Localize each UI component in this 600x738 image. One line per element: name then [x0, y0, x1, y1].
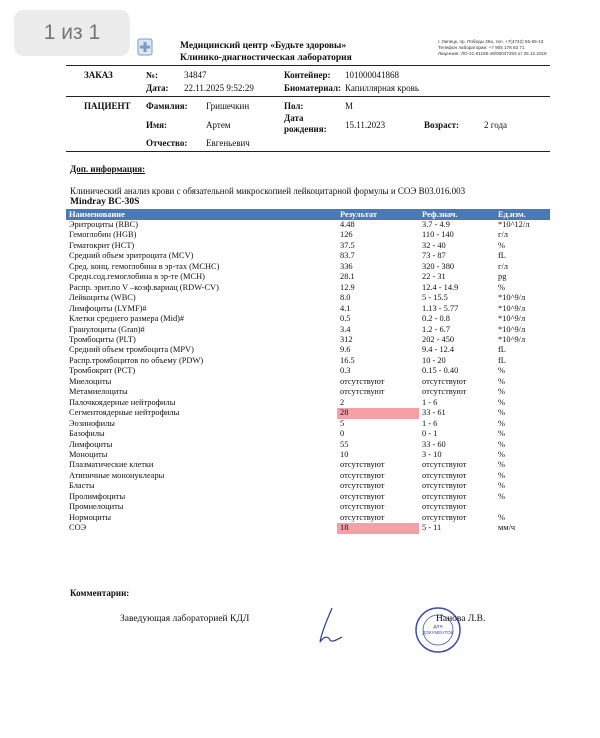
result-row [66, 460, 550, 470]
test-result: 83.7 [340, 251, 355, 261]
test-name: Моноциты [69, 449, 108, 459]
result-row [66, 220, 550, 230]
patient-label: ПАЦИЕНТ [84, 101, 131, 111]
test-unit: % [498, 481, 505, 491]
result-row [66, 304, 550, 314]
result-row [66, 450, 550, 460]
test-name: Атипичные мононуклеары [69, 470, 165, 480]
test-result: 28 [337, 408, 419, 418]
handwritten-signature [312, 606, 348, 646]
test-name: Метамиелоциты [69, 387, 128, 397]
test-result: отсутствуют [340, 481, 385, 491]
birthdate-label [284, 113, 327, 135]
test-reference: 9.4 - 12.4 [422, 345, 455, 355]
test-unit: мм/ч [498, 523, 516, 533]
test-unit: fL [498, 345, 506, 355]
test-result: 18 [337, 523, 419, 533]
test-unit: % [498, 376, 505, 386]
test-name: Бласты [69, 481, 95, 491]
result-row [66, 314, 550, 324]
test-reference: 202 - 450 [422, 334, 455, 344]
result-row [66, 230, 550, 240]
test-name: Тромбокрит (PCT) [69, 366, 136, 376]
contact-line-3: Лицензия: ЛО-41-01195-48/00047293 от 25.12.2019 [438, 51, 547, 56]
test-reference: 33 - 60 [422, 439, 446, 449]
test-reference: 0.15 - 0.40 [422, 366, 459, 376]
test-unit: *10^9/л [498, 334, 526, 344]
org-contacts [438, 39, 547, 57]
contact-line-2: Телефон лаборатории: +7 905 178 83 71 [438, 45, 525, 50]
svg-text:ДОКУМЕНТОВ: ДОКУМЕНТОВ [422, 630, 454, 635]
test-reference: 73 - 87 [422, 251, 446, 261]
test-unit: pg [498, 272, 507, 282]
lastname-label: Фамилия: [146, 101, 188, 111]
test-reference: 320 - 380 [422, 261, 455, 271]
result-row [66, 241, 550, 251]
test-unit: % [498, 408, 505, 418]
test-name: Гранулоциты (Gran)# [69, 324, 145, 334]
result-row [66, 398, 550, 408]
result-row [66, 523, 550, 533]
patient-firstname: Артем [206, 120, 231, 130]
biomaterial-value: Капиллярная кровь [345, 83, 419, 93]
test-unit: % [498, 282, 505, 292]
test-name: Средний объем тромбоцита (MPV) [69, 345, 194, 355]
analysis-name: Клинический анализ крови с обязательной микроскопией лейкоцитарной формулы и СОЭ B03.016.003 [70, 186, 466, 196]
test-name: Плазматические клетки [69, 460, 154, 470]
order-number: 34847 [184, 70, 207, 80]
test-result: 55 [340, 439, 349, 449]
test-result: отсутствуют [340, 460, 385, 470]
test-result: 5 [340, 418, 345, 428]
test-result: 8.0 [340, 293, 351, 303]
org-line-1: Медицинский центр «Будьте здоровы» [180, 41, 347, 51]
container-label: Контейнер: [284, 70, 331, 80]
test-result: 16.5 [340, 355, 355, 365]
test-result: 10 [340, 449, 349, 459]
test-unit: *10^9/л [498, 324, 526, 334]
test-name: СОЭ [69, 523, 87, 533]
col-header-result: Результат [337, 209, 419, 220]
result-row [66, 251, 550, 261]
test-name: Лейкоциты (WBC) [69, 293, 136, 303]
test-name: Клетки среднего размера (Mid)# [69, 314, 185, 324]
firstname-label: Имя: [146, 120, 167, 130]
test-unit: % [498, 418, 505, 428]
result-row [66, 513, 550, 523]
results-table [66, 209, 550, 534]
test-unit: % [498, 491, 505, 501]
order-label: ЗАКАЗ [84, 70, 113, 80]
test-result: 9.6 [340, 345, 351, 355]
test-result: 126 [340, 230, 353, 240]
biomaterial-label: Биоматериал: [284, 83, 342, 93]
test-unit: % [498, 240, 505, 250]
test-name: Средний объем эритроцита (MCV) [69, 251, 194, 261]
org-line-2: Клинико-диагностическая лаборатория [180, 53, 352, 63]
test-name: Эозинофилы [69, 418, 115, 428]
result-row [66, 366, 550, 376]
patient-patronymic: Евгеньевич [206, 138, 250, 148]
test-result: 12.9 [340, 282, 355, 292]
test-unit: *10^12/л [498, 220, 530, 229]
test-name: Распр. эрит.по V –коэф.вариац (RDW-CV) [69, 282, 219, 292]
test-result: отсутствуют [340, 512, 385, 522]
test-reference: 1.2 - 6.7 [422, 324, 450, 334]
col-header-ref: Реф.знач. [419, 209, 495, 220]
results-header-row [66, 209, 550, 220]
test-reference: отсутствуют [422, 470, 467, 480]
order-date: 22.11.2025 9:52:29 [184, 83, 254, 93]
test-name: Промиелоциты [69, 502, 124, 512]
test-unit: % [498, 387, 505, 397]
test-unit: % [498, 439, 505, 449]
test-reference: 5 - 11 [422, 523, 442, 533]
test-name: Распр.тромбоцитов по объему (PDW) [69, 355, 204, 365]
result-row [66, 283, 550, 293]
test-reference: 12.4 - 14.9 [422, 282, 459, 292]
test-reference: 10 - 20 [422, 355, 446, 365]
result-row [66, 335, 550, 345]
test-reference: 110 - 140 [422, 230, 454, 240]
result-row [66, 293, 550, 303]
test-unit: % [498, 397, 505, 407]
result-row [66, 325, 550, 335]
signatory-position: Заведующая лабораторией КДЛ [120, 614, 250, 624]
test-result: отсутствуют [340, 387, 385, 397]
test-unit: % [498, 470, 505, 480]
result-row [66, 272, 550, 282]
test-unit: % [498, 429, 505, 439]
patronymic-label: Отчество: [146, 138, 188, 148]
test-name: Базофилы [69, 429, 105, 439]
test-reference: отсутствуют [422, 491, 467, 501]
sex-label: Пол: [284, 101, 304, 111]
test-result: отсутствуют [340, 376, 385, 386]
test-result: 2 [340, 397, 345, 407]
col-header-name: Наименование [66, 209, 337, 220]
result-row [66, 387, 550, 397]
test-unit: % [498, 512, 505, 522]
test-result: 37.5 [340, 240, 355, 250]
result-row [66, 471, 550, 481]
test-result: 4.48 [340, 220, 355, 229]
result-row [66, 492, 550, 502]
test-unit: г/л [498, 261, 508, 271]
test-name: Миелоциты [69, 376, 112, 386]
patient-age: 2 года [484, 120, 508, 130]
test-reference: отсутствуют [422, 460, 467, 470]
result-row [66, 419, 550, 429]
birthdate-label-line-2: рождения: [284, 124, 327, 134]
order-date-label: Дата: [146, 83, 169, 93]
patient-birthdate: 15.11.2023 [345, 120, 386, 130]
test-reference: 1.13 - 5.77 [422, 303, 459, 313]
test-reference: 32 - 40 [422, 240, 446, 250]
test-name: Лимфоциты [69, 439, 113, 449]
test-unit [495, 502, 550, 512]
test-name: Тромбоциты (PLT) [69, 334, 136, 344]
test-unit: % [498, 366, 505, 376]
test-name: Средн.сод.гемоглобина в эр-те (MCH) [69, 272, 205, 282]
test-result: 3.4 [340, 324, 351, 334]
test-unit: г/л [498, 230, 508, 240]
result-row [66, 429, 550, 439]
clinic-logo [132, 36, 158, 58]
test-result: отсутствуют [340, 502, 385, 512]
test-reference: 1 - 6 [422, 397, 438, 407]
page-indicator-badge: 1 из 1 [14, 10, 130, 56]
test-name: Эритроциты (RBC) [69, 220, 139, 229]
result-row [66, 377, 550, 387]
test-result: 312 [340, 334, 353, 344]
test-unit: fL [498, 251, 506, 261]
test-reference: отсутствуют [422, 387, 467, 397]
test-unit: fL [498, 355, 506, 365]
test-name: Сегментоядерные нейтрофилы [69, 408, 180, 418]
age-label: Возраст: [424, 120, 460, 130]
test-name: Сред. конц. гемоглобина в эр-тах (MCHC) [69, 261, 220, 271]
test-result: отсутствуют [340, 470, 385, 480]
signatory-name: Нанова Л.В. [436, 614, 486, 624]
header-divider [66, 65, 550, 66]
patient-divider [66, 151, 550, 152]
test-name: Гемоглобин (HGB) [69, 230, 137, 240]
test-result: отсутствуют [340, 491, 385, 501]
test-name: Лимфоциты (LYMF)# [69, 303, 147, 313]
test-reference: 3.7 - 4.9 [422, 220, 450, 229]
result-row [66, 502, 550, 512]
result-row [66, 408, 550, 418]
result-row [66, 440, 550, 450]
test-reference: 22 - 31 [422, 272, 446, 282]
test-reference: 33 - 61 [422, 408, 446, 418]
org-name [180, 40, 352, 64]
test-reference: 0.2 - 0.8 [422, 314, 450, 324]
comments-label: Комментарии: [70, 588, 130, 598]
test-unit: *10^9/л [498, 314, 526, 324]
test-result: 28.1 [340, 272, 355, 282]
test-name: Нормоциты [69, 512, 112, 522]
test-reference: отсутствуют [422, 376, 467, 386]
test-result: 4.1 [340, 303, 351, 313]
contact-line-1: г. Липецк, пр. Победы 29а, тел. +7(4742) 55-55-13 [438, 39, 544, 44]
patient-sex: М [345, 101, 354, 111]
test-reference: отсутствуют [422, 512, 467, 522]
result-row [66, 481, 550, 491]
extra-info-title: Доп. информация: [70, 164, 146, 174]
test-reference: отсутствуют [422, 502, 467, 512]
svg-text:ДЛЯ: ДЛЯ [433, 624, 443, 629]
test-result: 0 [340, 429, 345, 439]
test-unit: % [498, 460, 505, 470]
test-reference: отсутствуют [422, 481, 467, 491]
test-name: Палочкоядерные нейтрофилы [69, 397, 176, 407]
patient-lastname: Гришечкин [206, 101, 250, 111]
device-name: Mindray BC-30S [70, 197, 140, 207]
result-row [66, 345, 550, 355]
result-row [66, 356, 550, 366]
test-unit: *10^9/л [498, 293, 526, 303]
test-unit: % [498, 449, 505, 459]
result-row [66, 262, 550, 272]
birthdate-label-line-1: Дата [284, 113, 304, 123]
test-reference: 0 - 1 [422, 429, 438, 439]
container-value: 101000041868 [345, 70, 399, 80]
test-result: 0.3 [340, 366, 351, 376]
results-body [66, 220, 550, 534]
test-unit: *10^9/л [498, 303, 526, 313]
order-divider [66, 96, 550, 97]
test-reference: 5 - 15.5 [422, 293, 448, 303]
test-reference: 3 - 10 [422, 449, 442, 459]
test-reference: 1 - 6 [422, 418, 438, 428]
test-name: Гематокрит (HCT) [69, 240, 135, 250]
col-header-unit: Ед.изм. [495, 209, 550, 220]
order-number-label: №: [146, 70, 159, 80]
test-result: 0.5 [340, 314, 351, 324]
test-name: Пролимфоциты [69, 491, 126, 501]
test-result: 336 [340, 261, 353, 271]
